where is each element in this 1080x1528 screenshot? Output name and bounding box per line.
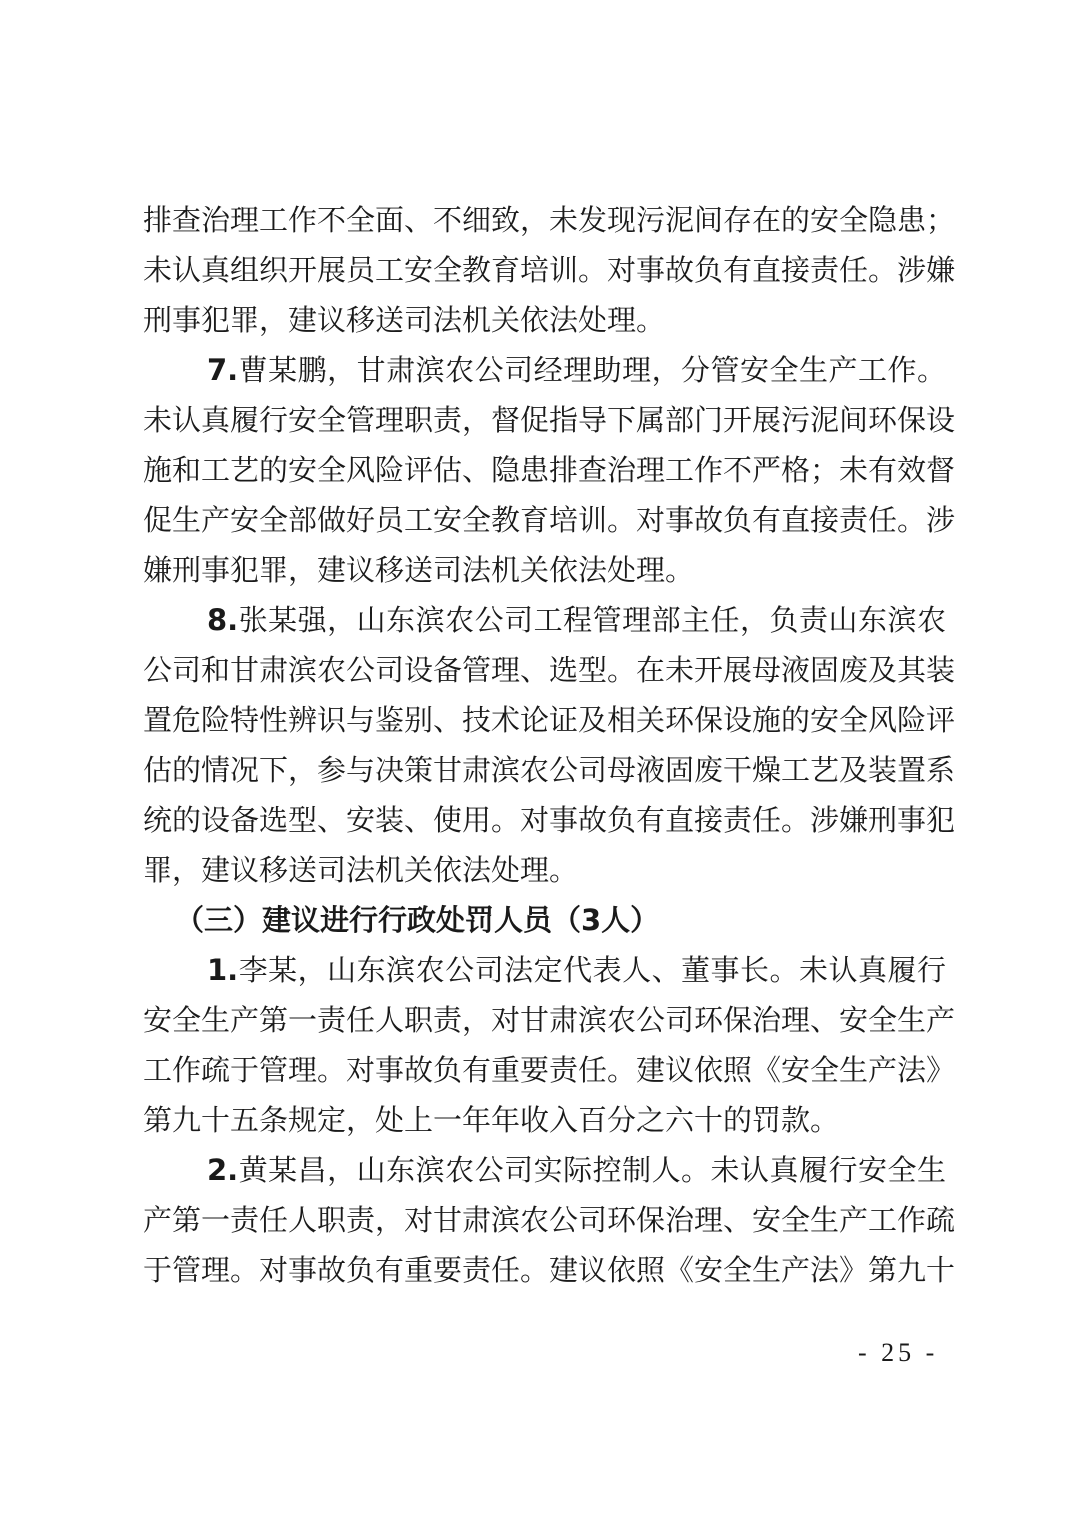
line-text: 黄某昌，山东滨农公司实际控制人。未认真履行安全生 (238, 1153, 946, 1187)
text-line (143, 695, 956, 745)
line-text: 于管理。对事故负有重要责任。建议依照《安全生产法》第九十 (143, 1253, 956, 1287)
text-line (143, 745, 956, 795)
line-text: 未认真组织开展员工安全教育培训。对事故负有直接责任。涉嫌 (143, 253, 956, 287)
line-text: 未认真履行安全管理职责，督促指导下属部门开展污泥间环保设 (143, 403, 956, 437)
line-text: 工作疏于管理。对事故负有重要责任。建议依照《安全生产法》 (143, 1053, 956, 1087)
text-line (143, 345, 946, 395)
line-text: 公司和甘肃滨农公司设备管理、选型。在未开展母液固废及其装 (143, 653, 956, 687)
line-text: 李某，山东滨农公司法定代表人、董事长。未认真履行 (238, 953, 946, 987)
text-line (143, 495, 956, 545)
line-text: 第九十五条规定，处上一年年收入百分之六十的罚款。 (143, 1103, 840, 1137)
line-text: 张某强，山东滨农公司工程管理部主任，负责山东滨农 (238, 603, 946, 637)
line-text: 曹某鹏，甘肃滨农公司经理助理，分管安全生产工作。 (238, 353, 946, 387)
line-text: 估的情况下，参与决策甘肃滨农公司母液固废干燥工艺及装置系 (143, 753, 956, 787)
item-number: 8. (207, 603, 239, 637)
text-line (143, 1145, 946, 1195)
text-line (143, 995, 956, 1045)
document-body (143, 195, 956, 1295)
line-text: 促生产安全部做好员工安全教育培训。对事故负有直接责任。涉 (143, 503, 956, 537)
text-line (143, 195, 956, 245)
line-text: （三）建议进行行政处罚人员（3人） (175, 903, 660, 937)
text-line (143, 645, 956, 695)
text-line (143, 445, 956, 495)
text-line (143, 1245, 956, 1295)
section-heading (143, 895, 946, 945)
text-line (143, 1195, 956, 1245)
text-line (143, 945, 946, 995)
line-text: 刑事犯罪，建议移送司法机关依法处理。 (143, 303, 666, 337)
item-number: 1. (207, 953, 239, 987)
text-line (143, 595, 946, 645)
text-line (143, 1045, 956, 1095)
text-line (143, 845, 946, 895)
text-line (143, 545, 946, 595)
line-text: 罪，建议移送司法机关依法处理。 (143, 853, 579, 887)
text-line (143, 1095, 946, 1145)
text-line (143, 245, 956, 295)
line-text: 安全生产第一责任人职责，对甘肃滨农公司环保治理、安全生产 (143, 1003, 956, 1037)
item-number: 2. (207, 1153, 239, 1187)
text-line (143, 395, 956, 445)
item-number: 7. (207, 353, 239, 387)
line-text: 排查治理工作不全面、不细致，未发现污泥间存在的安全隐患； (143, 203, 956, 237)
line-text: 嫌刑事犯罪，建议移送司法机关依法处理。 (143, 553, 695, 587)
text-line (143, 795, 956, 845)
page-number: - 25 - (858, 1338, 939, 1367)
text-line (143, 295, 946, 345)
line-text: 产第一责任人职责，对甘肃滨农公司环保治理、安全生产工作疏 (143, 1203, 956, 1237)
line-text: 施和工艺的安全风险评估、隐患排查治理工作不严格；未有效督 (143, 453, 956, 487)
line-text: 置危险特性辨识与鉴别、技术论证及相关环保设施的安全风险评 (143, 703, 956, 737)
line-text: 统的设备选型、安装、使用。对事故负有直接责任。涉嫌刑事犯 (143, 803, 956, 837)
